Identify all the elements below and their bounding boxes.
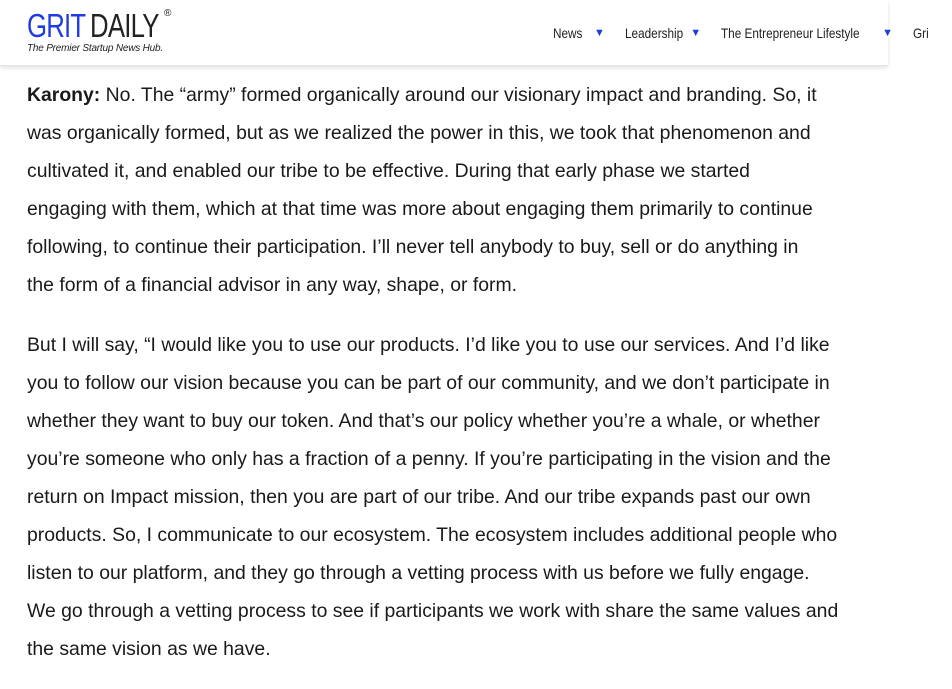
nav-item-label: The Entrepreneur Lifestyle <box>721 25 860 41</box>
logo-daily: DAILY <box>90 7 159 44</box>
article-paragraph: But I will say, “I would like you to use our products. I’d like you to use our services. And I’d like you to follow our vision because you can be part of our community, and we don’t participate in whether they want to buy our token. And that’s our policy whether you’re a whale, or whether you’re someone who only has a fraction of a penny. If you’re participating in the vision and the return on Impact mission, then you are part of our tribe. And our tribe expands past our own products. So, I communicate to our ecosystem. The ecosystem includes additional people who listen to our platform, and they go through a vetting process with us before we fully engage. We go through a vetting process to see if participants we work with share the same values and the same vision as we have. <box>27 334 839 660</box>
speaker-name: Karony: <box>27 84 101 106</box>
main-nav <box>553 22 952 44</box>
nav-item-label: Leadership <box>624 25 684 41</box>
site-header <box>0 0 929 66</box>
logo-wordmark <box>27 8 159 44</box>
paragraph-text: No. The “army” formed organically around our visionary impact and branding. So, it was organically formed, but as we realized the power in this, we took that phenomenon and cultivated it, and enabled our tribe to be effective. During that early phase we started engaging with them, which at that time was more about engaging them primarily to continue following, to continue their participation. I’ll never tell anybody to buy, sell or do anything in the form of a financial advisor in any way, shape, or form. <box>27 84 817 296</box>
caret-down-icon: ▼ <box>690 27 702 39</box>
logo-grit: GRIT <box>27 7 86 44</box>
caret-down-icon: ▼ <box>594 27 605 39</box>
nav-item-grit[interactable] <box>913 25 932 41</box>
nav-item-leadership[interactable] <box>625 25 701 41</box>
nav-item-entrepreneur-lifestyle[interactable] <box>721 25 893 41</box>
site-logo[interactable] <box>27 8 177 58</box>
nav-item-news[interactable] <box>553 25 605 41</box>
article-paragraph <box>27 76 891 304</box>
logo-tagline: The Premier Startup News Hub. <box>27 43 163 54</box>
nav-item-label: Gri <box>912 25 929 41</box>
article-body <box>27 76 891 668</box>
caret-down-icon: ▼ <box>882 27 893 39</box>
nav-item-label: News <box>553 25 583 41</box>
registered-mark-icon: ® <box>164 8 172 19</box>
